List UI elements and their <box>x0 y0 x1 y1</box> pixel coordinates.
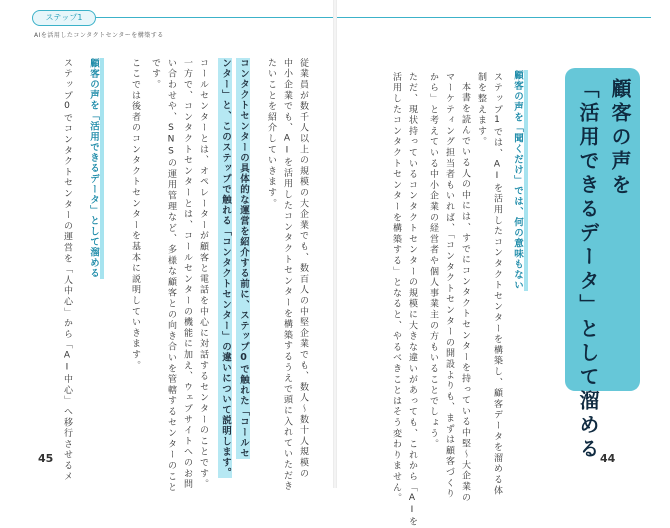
right-paragraph-4: マーケティング担当者もいれば、「コンタクトセンターの開設よりも、まずは顧客づくり <box>444 72 454 500</box>
left-subheading: 顧客の声を「活用できるデータ」として溜める <box>86 58 104 279</box>
right-paragraph-5: から」と考えている中小企業の経営者や個人事業主の方もいることでしょう。 <box>428 72 438 450</box>
left-paragraph-7: です。 <box>150 58 160 91</box>
right-paragraph-2: 制を整えます。 <box>476 72 486 148</box>
left-paragraph-4: コールセンターとは、オペレーターが顧客と電話を中心に対話するセンターのことです。 <box>198 58 208 490</box>
page-number-left: 45 <box>38 452 54 465</box>
left-paragraph-8: ここでは後者のコンタクトセンターを基本に説明していきます。 <box>130 58 140 372</box>
right-paragraph-7: 活用したコンタクトセンターを構築する」となると、やるべきことはそう変わりません。 <box>391 72 401 504</box>
page-number-right: 44 <box>600 452 616 465</box>
highlight-line-2: ンター」と、このステップで触れる「コンタクトセンター」の違いについて説明します。 <box>220 58 231 478</box>
left-paragraph-9: ステップ0でコンタクトセンターの運営を「人中心」から「AI中心」へ移行させるメ <box>62 58 72 483</box>
right-paragraph-3: 本書を読んでいる人の中には、すでにコンタクトセンターを持っている中堅〜大企業の <box>460 82 470 504</box>
left-paragraph-3: たいことを紹介していきます。 <box>266 58 276 210</box>
right-paragraph-1: ステップ1では、AIを活用したコンタクトセンターを構築し、顧客データを溜める体 <box>492 72 502 497</box>
chapter-title-line-2: 「活用できるデータ」として溜める <box>576 78 600 462</box>
left-paragraph-2: 中小企業でも、AIを活用したコンタクトセンターを構築するうえで頭に入れていただき <box>282 58 292 492</box>
left-paragraph-6: い合わせや、SNSの運用管理など、多様な顧客との向き合いを管轄するセンターのこと <box>166 58 176 493</box>
step-badge: ステップ1 <box>32 10 96 26</box>
left-paragraph-5: 一方で、コンタクトセンターとは、コールセンターの機能に加え、ウェブサイトへのお問 <box>182 58 192 490</box>
running-head: AIを活用したコンタクトセンターを構築する <box>34 32 164 39</box>
right-paragraph-6: ただ、現状持っているコンタクトセンターの規模に大きな違いがあっても、これから「AIを <box>407 72 417 528</box>
header-rule <box>96 17 651 18</box>
left-paragraph-1: 従業員が数千人以上の規模の大企業でも、数百人の中堅企業でも、数人〜数十人規模の <box>298 58 308 480</box>
chapter-title-line-1: 顧客の声を <box>608 78 632 198</box>
book-gutter <box>333 0 337 488</box>
right-subheading: 顧客の声を「聞くだけ」では、何の意味もない <box>510 70 528 291</box>
highlight-line-1: コンタクトセンターの具体的な運営を紹介する前に、ステップ0で触れた「コールセ <box>238 58 249 459</box>
